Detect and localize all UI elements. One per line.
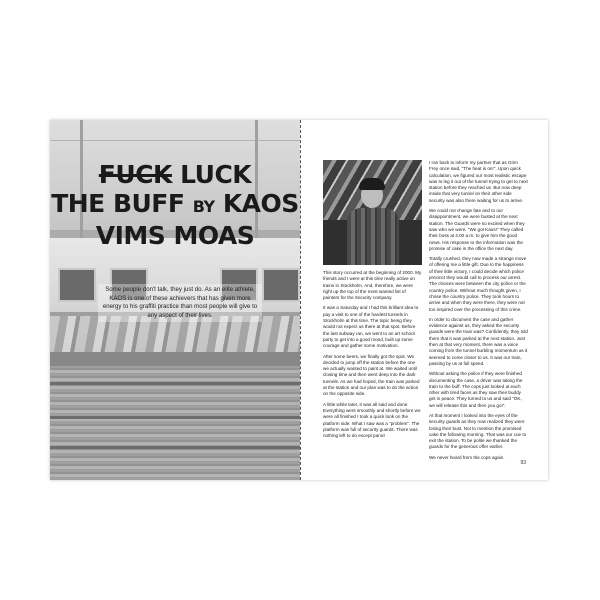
paragraph: We never heard from the cops again. <box>429 454 505 460</box>
paragraph: Totally crushed, they now made a strange move of offering me a little gift. Due to the happiness of their little victory, I could decide which police precinct they would call to process our arrest. The choices were between the city police or the country police. Without much thought given, I chose the country police. They took hours to arrive and when they were there, they were not too inspired over the processing of this crime. <box>429 256 527 312</box>
text-column-right <box>429 160 528 465</box>
paragraph: A little while later, it was all said and done. Everything went smoothly and shortly before we were all finished I took a quick look on the platform side. What I saw was a "problem". The platform was full of security guards. There was nothing left to do except panic! <box>323 401 421 439</box>
paragraph: At that moment I looked into the eyes of the security guards as they now realized they were losing their bust. Not to mention the promised cake the following morning. That was our cue to exit the station. To be polite we thanked the guards for the generous offer earlier. <box>429 412 527 450</box>
title-line3: VIMS MOAS <box>95 221 255 250</box>
left-page-photo <box>50 120 300 480</box>
magazine-spread <box>50 120 548 480</box>
article-title <box>50 160 300 250</box>
text-column-left <box>323 270 422 443</box>
title-main: THE BUFF <box>51 189 185 218</box>
intro-text: Some people don't talk, they just do. As an elite athlete, KAOS is one of these achievers that has given more energy to his graffiti practice than most people will give to any aspect of their lives. <box>98 284 262 322</box>
person-body <box>347 208 399 265</box>
title-by: BY <box>192 197 215 216</box>
paragraph: We could not change fate and to our disappointment, we were busted at the next station. The Guards were so excited when they saw who we were. "We got Kaos!" They called their boss at 4.00 a.m. to give him the good news. His response to the information was the promise of cake in the office the next day. <box>429 208 525 251</box>
person-cap <box>359 178 385 190</box>
title-struck-word: FUCK <box>98 160 172 189</box>
paragraph: It was a Saturday and I had this brilliant idea to pay a visit to one of the hardest tunnels in Stockholm at this time. The topic being they would not expect us there at that spot. Before the last subway ran, we went to an art school party to get into a good mood, built up some courage and gather some motivation. <box>323 305 419 349</box>
page-number: 93 <box>520 460 526 466</box>
title-author: KAOS <box>222 189 299 218</box>
right-page <box>301 120 548 480</box>
paragraph: After some beers, we finally got the spot. We decided to jump off the station before the one we actually wanted to paint at. We waited until closing time and then went deep into the dark tunnels. As we had hoped, the train was parked at the station and our plan was to do the action on the opposite side. <box>323 353 420 397</box>
portrait-photo <box>323 160 422 265</box>
paragraph: This story occurred at the beginning of 2000. My friends and I were at this time really active on trains in Stockholm. And, therefore, we were right up the top of the most wanted list of painters for the Security company. <box>323 270 422 301</box>
title-word: LUCK <box>180 160 252 189</box>
paragraph: Without asking the police if they were finished documenting the case, a driver was taking the train to the buff. The cops just looked at each other with tired faces as they saw their buddy get in peace. They turned to us and said "OK, we will release this and then you go!". <box>429 371 523 408</box>
paragraph: In order to document the case and gather evidence against us, they asked the security guards were the train was? Confidently, they told them that it was parked at the next station. Just then at that very moment, there was a voice coming from the tunnel burbling momentum as it seemed to come closer to us. It was our train, passing by us at full speed. <box>429 316 528 366</box>
paragraph: I ran back to inform my partner that as Grim Frey once said, "The heat is on!". Upon quick calculation, we figured our most realistic escape was to leg it out of the tunnel trying to get to next station before they reached us. But now deep inside that very tunnel on their other side security was also there waiting for us to arrive. <box>429 160 528 203</box>
